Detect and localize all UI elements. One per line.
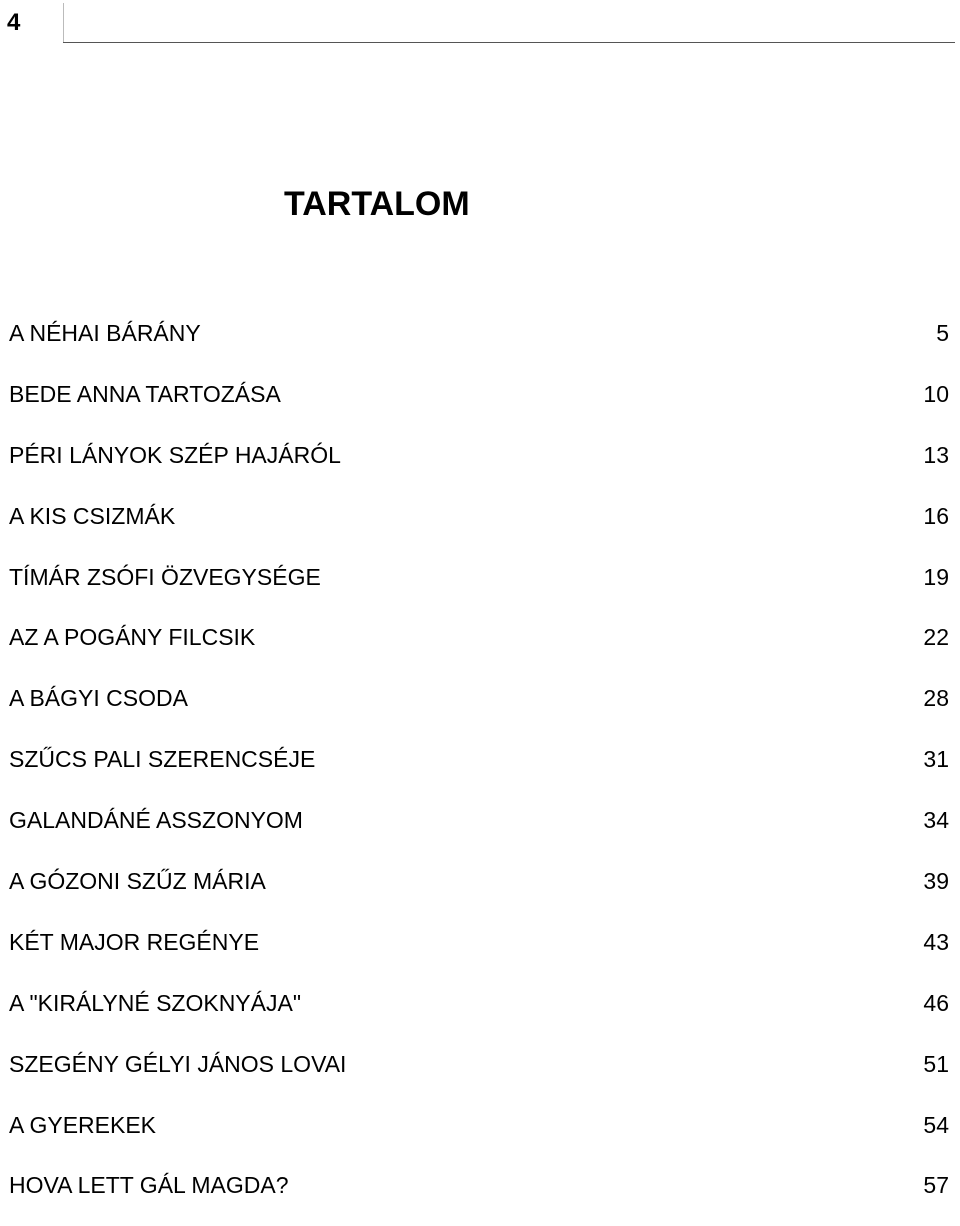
toc-entry[interactable] [9,678,949,739]
toc-entry-page: 5 [936,320,949,346]
toc-entry[interactable] [9,313,949,374]
toc-entry-page: 13 [923,441,949,468]
toc-entry-title: A GÓZONI SZŰZ MÁRIA [9,868,266,895]
toc-entry[interactable] [9,1044,949,1105]
toc-entry-page: 57 [923,1172,949,1199]
page-title: TARTALOM [284,185,470,223]
toc-entry-page: 46 [923,989,949,1016]
toc-entry-title: A BÁGYI CSODA [9,685,188,712]
toc-entry[interactable] [9,983,949,1044]
page-header [0,0,960,44]
header-divider-vertical [63,3,64,43]
table-of-contents [9,313,949,1226]
toc-entry[interactable] [9,739,949,800]
toc-entry-title: A "KIRÁLYNÉ SZOKNYÁJA" [9,989,301,1016]
toc-entry-title: SZEGÉNY GÉLYI JÁNOS LOVAI [9,1050,347,1077]
toc-entry[interactable] [9,374,949,435]
toc-entry-title: AZ A POGÁNY FILCSIK [9,624,256,651]
toc-entry-title: PÉRI LÁNYOK SZÉP HAJÁRÓL [9,441,341,468]
toc-entry-page: 28 [923,685,949,712]
toc-entry[interactable] [9,800,949,861]
toc-entry-page: 54 [923,1111,949,1138]
toc-entry-title: KÉT MAJOR REGÉNYE [9,928,260,955]
toc-entry-title: A NÉHAI BÁRÁNY [9,320,201,346]
toc-entry-page: 43 [923,928,949,955]
toc-entry-title: GALANDÁNÉ ASSZONYOM [9,807,303,834]
toc-entry-title: HOVA LETT GÁL MAGDA? [9,1172,289,1199]
toc-entry-page: 31 [923,746,949,773]
toc-entry-title: BEDE ANNA TARTOZÁSA [9,380,281,407]
toc-entry-title: SZŰCS PALI SZERENCSÉJE [9,746,316,773]
toc-entry[interactable] [9,617,949,678]
toc-entry[interactable] [9,557,949,618]
toc-entry-title: A GYEREKEK [9,1111,157,1138]
toc-entry-page: 16 [923,502,949,529]
toc-entry-page: 22 [923,624,949,651]
header-rule [63,42,955,43]
toc-entry-page: 10 [923,380,949,407]
toc-entry-title: TÍMÁR ZSÓFI ÖZVEGYSÉGE [9,563,321,590]
toc-entry[interactable] [9,1105,949,1166]
toc-entry-page: 34 [923,807,949,834]
toc-entry[interactable] [9,496,949,557]
toc-entry[interactable] [9,435,949,496]
toc-entry-page: 51 [923,1050,949,1077]
toc-entry[interactable] [9,1165,949,1226]
toc-entry-title: A KIS CSIZMÁK [9,502,176,529]
toc-entry-page: 39 [923,868,949,895]
toc-entry-page: 19 [923,563,949,590]
page-number: 4 [7,9,21,36]
toc-entry[interactable] [9,922,949,983]
toc-entry[interactable] [9,861,949,922]
